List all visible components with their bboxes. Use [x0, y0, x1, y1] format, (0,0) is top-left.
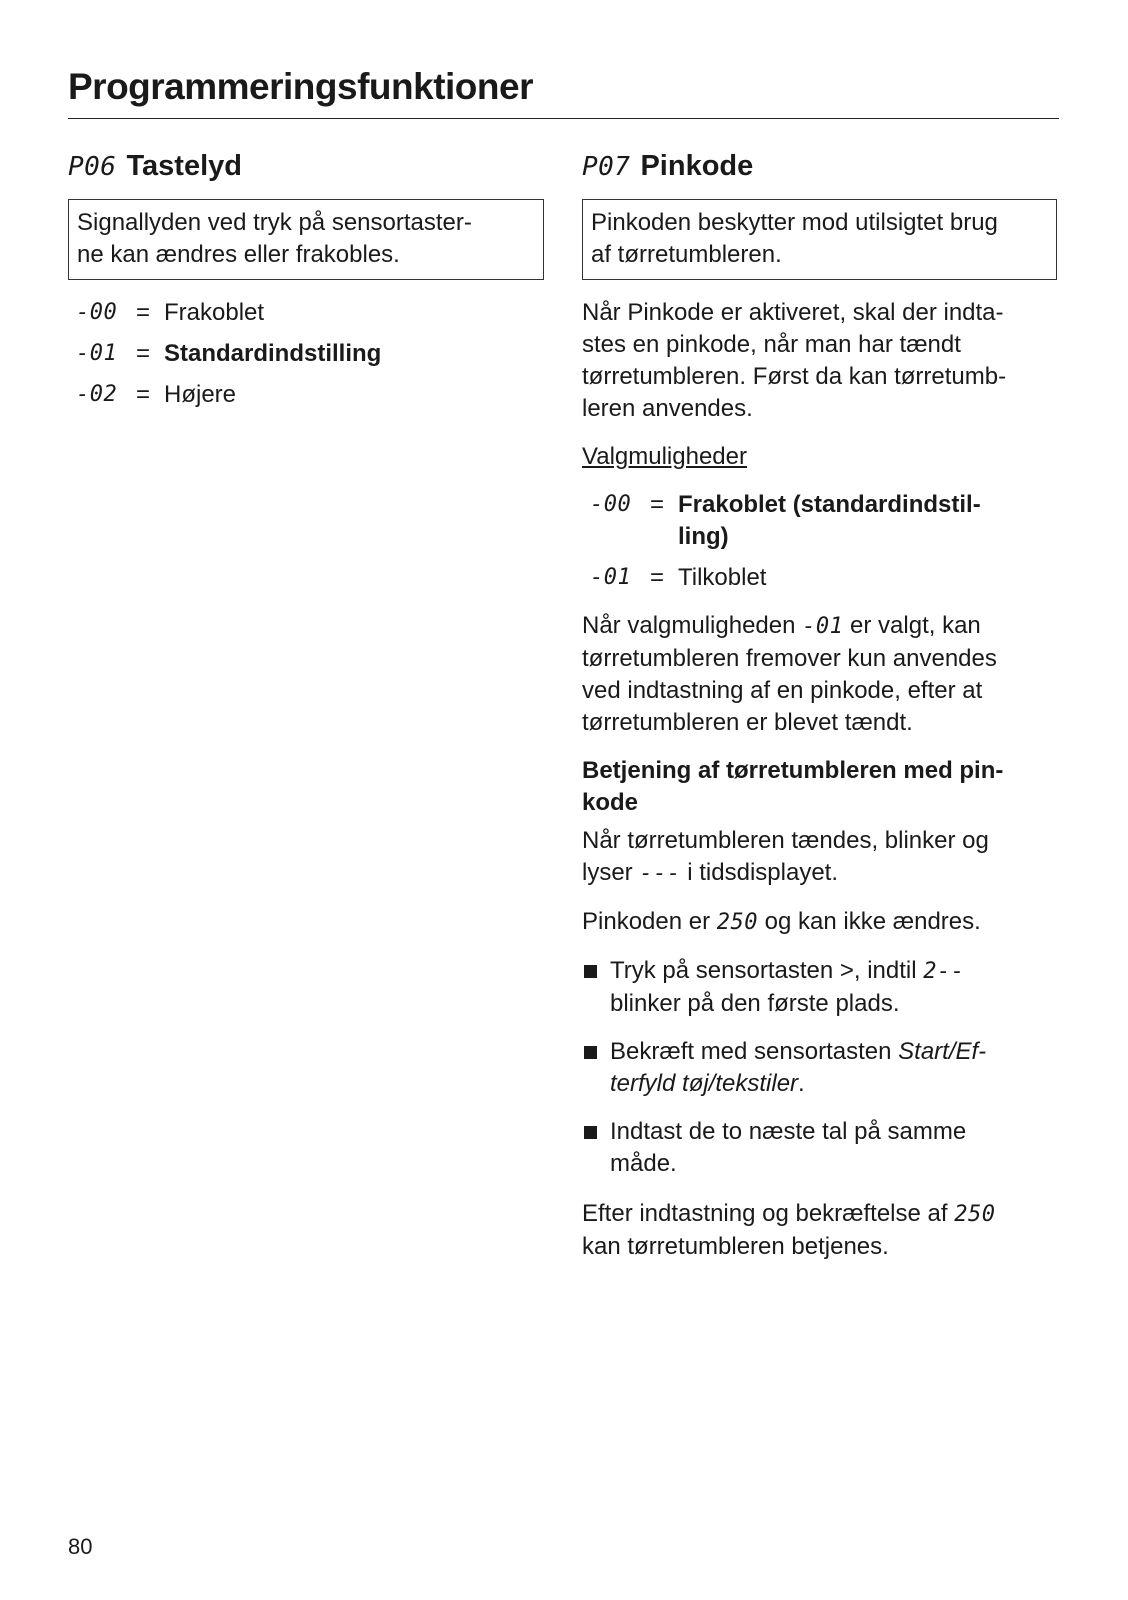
text-line: kode — [582, 789, 639, 816]
p06-option — [68, 379, 544, 411]
button-name: terfyld tøj/tekstiler — [610, 1070, 799, 1097]
text-fragment: , indtil — [853, 957, 924, 984]
pin-note — [582, 906, 1058, 939]
text-line — [582, 610, 1058, 643]
section-p06 — [68, 146, 544, 420]
display-code: --- — [639, 861, 681, 886]
text-line: Når tørretumbleren tændes, blinker og — [582, 827, 989, 854]
operation-heading — [582, 755, 1058, 819]
text-fragment: lyser — [582, 859, 640, 886]
option-equals: = — [136, 381, 151, 408]
option-label-default — [678, 489, 1058, 553]
page-number: 80 — [68, 1534, 93, 1559]
button-name: Start/Ef- — [898, 1038, 987, 1065]
display-code: -01 — [802, 614, 844, 639]
text-fragment: Tryk på sensortasten — [610, 957, 840, 984]
p06-options — [68, 297, 544, 411]
p06-option — [68, 338, 544, 370]
text-line: tørretumbleren fremover kun anvendes — [582, 645, 997, 672]
section-p07 — [582, 146, 1058, 1279]
display-code: 250 — [716, 910, 759, 935]
p06-code: P06 — [68, 152, 117, 182]
display-code: 250 — [954, 1202, 996, 1227]
text-fragment: blinker på den første plads. — [610, 990, 900, 1017]
text-line — [582, 1198, 1058, 1231]
text-line: tørretumbleren. Først da kan tørretumb- — [582, 363, 1007, 390]
option-equals: = — [650, 564, 665, 591]
options-heading: Valgmuligheder — [582, 443, 747, 470]
text-fragment: Efter indtastning og bekræftelse af — [582, 1200, 955, 1227]
label-line: ling) — [678, 523, 729, 550]
step-item — [582, 1036, 1058, 1100]
title-divider — [68, 118, 1059, 119]
text-line: stes en pinkode, når man har tændt — [582, 331, 961, 358]
text-line: Betjening af tørretumbleren med pin- — [582, 757, 1004, 784]
p07-options — [582, 489, 1058, 594]
text-fragment: er valgt, kan — [843, 612, 981, 639]
step-item — [582, 955, 1058, 1020]
text-fragment: Pinkoden er — [582, 908, 717, 935]
text-line — [582, 857, 1058, 890]
step-text — [610, 955, 965, 1020]
display-code: 2-- — [923, 959, 965, 984]
label-line: Frakoblet (standardindstil- — [678, 491, 981, 518]
option-code: -01 — [590, 565, 632, 590]
option-code: -02 — [76, 382, 118, 407]
step-text — [610, 1116, 966, 1180]
text-fragment: i tidsdisplayet. — [680, 859, 838, 886]
p07-intro — [582, 297, 1058, 425]
option-label: Frakoblet — [164, 299, 265, 326]
p07-box-line: Pinkoden beskytter mod utilsigtet brug — [591, 209, 998, 236]
square-bullet-icon — [584, 1046, 597, 1059]
option-code: -00 — [76, 300, 118, 325]
text-fragment: . — [798, 1070, 805, 1097]
square-bullet-icon — [584, 965, 597, 978]
option-equals: = — [136, 299, 151, 326]
option-label: Højere — [164, 381, 237, 408]
step-text — [610, 1036, 986, 1100]
text-fragment: Indtast de to næste tal på samme — [610, 1118, 967, 1145]
text-fragment: og kan ikke ændres. — [758, 908, 981, 935]
final-note — [582, 1198, 1058, 1263]
p06-heading — [68, 146, 544, 186]
text-fragment: Bekræft med sensortasten — [610, 1038, 899, 1065]
option-equals: = — [650, 491, 665, 518]
selected-option-note — [582, 610, 1058, 739]
text-fragment: måde. — [610, 1150, 677, 1177]
p07-option — [582, 562, 1058, 594]
p06-box-line: ne kan ændres eller frakobles. — [77, 241, 400, 268]
option-code: -00 — [590, 492, 632, 517]
p06-title: Tastelyd — [126, 150, 242, 182]
p07-box-line: af tørretumbleren. — [591, 241, 782, 268]
chevron-right-icon: > — [839, 957, 854, 984]
text-fragment: Når valgmuligheden — [582, 612, 803, 639]
p07-info-box — [582, 199, 1057, 280]
p07-title: Pinkode — [640, 150, 754, 182]
p06-box-line: Signallyden ved tryk på sensortaster- — [77, 209, 472, 236]
text-line: Når Pinkode er aktiveret, skal der indta- — [582, 299, 1004, 326]
p07-heading — [582, 146, 1058, 186]
option-code: -01 — [76, 341, 118, 366]
display-note — [582, 825, 1058, 890]
page-title: Programmeringsfunktioner — [68, 66, 533, 107]
p06-info-box — [68, 199, 544, 280]
text-line: leren anvendes. — [582, 395, 753, 422]
p06-option — [68, 297, 544, 329]
option-label: Tilkoblet — [678, 564, 767, 591]
text-line: kan tørretumbleren betjenes. — [582, 1233, 889, 1260]
text-line: ved indtastning af en pinkode, efter at — [582, 677, 983, 704]
square-bullet-icon — [584, 1126, 597, 1139]
instruction-steps — [582, 955, 1058, 1180]
p07-code: P07 — [582, 152, 631, 182]
text-line: tørretumbleren er blevet tændt. — [582, 709, 913, 736]
p07-option — [582, 489, 1058, 553]
option-label-default: Standardindstilling — [164, 340, 382, 367]
option-equals: = — [136, 340, 151, 367]
step-item — [582, 1116, 1058, 1180]
